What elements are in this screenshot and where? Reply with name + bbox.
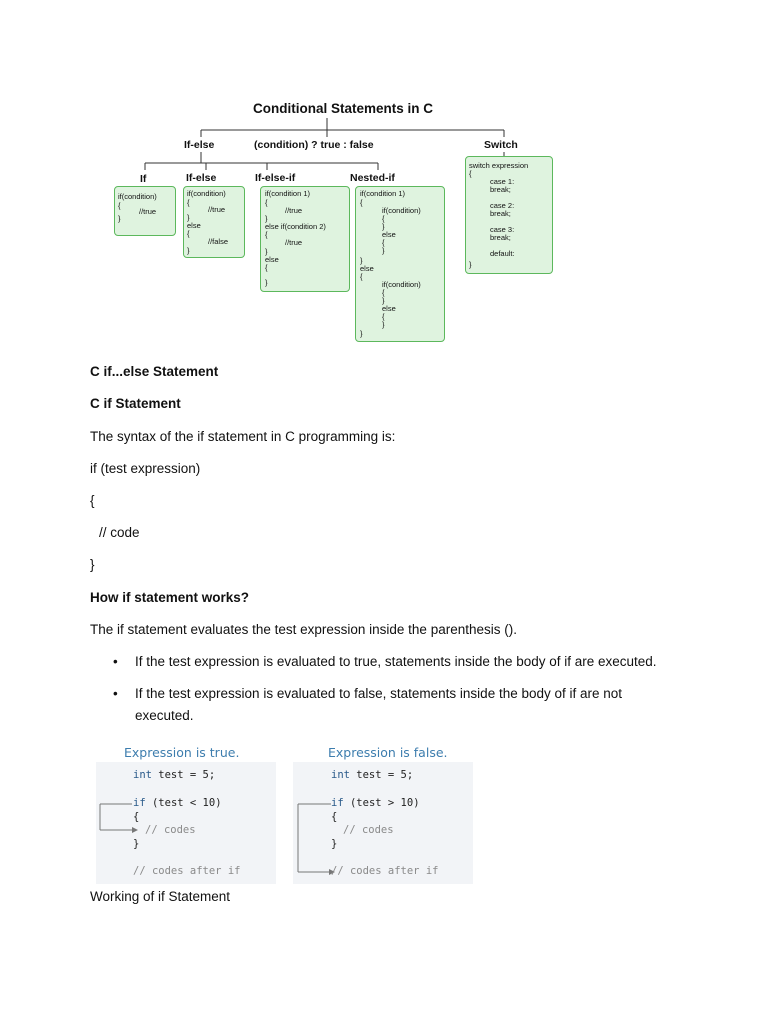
code-line: else: [187, 221, 201, 230]
decl-text: test = 5;: [151, 769, 216, 781]
code-line: }: [469, 260, 472, 269]
switch-syntax-box: [465, 156, 553, 274]
heading-if-statement: C if Statement: [90, 396, 181, 411]
figure-expression-false: [293, 762, 473, 884]
code-line: }: [382, 320, 385, 329]
code-line: case 2:: [490, 201, 515, 210]
code-line: {: [382, 214, 385, 223]
keyword-if: if: [133, 797, 146, 809]
if-syntax-box: [114, 186, 176, 236]
keyword-int: int: [331, 769, 350, 781]
if-else-syntax-box: [183, 186, 245, 258]
branch-ternary-label: (condition) ? true : false: [254, 139, 374, 151]
code-after-comment: // codes after if: [331, 865, 439, 877]
code-line: if(condition 1): [360, 189, 406, 198]
syntax-line-2: {: [90, 493, 95, 508]
syntax-line-3: // code: [99, 525, 140, 540]
code-line: break;: [490, 209, 511, 218]
syntax-line-1: if (test expression): [90, 461, 201, 476]
code-line: {: [265, 230, 268, 239]
code-line: switch expression: [469, 161, 529, 170]
figure-expression-true: [96, 762, 276, 884]
heading-how-if-works: How if statement works?: [90, 590, 250, 605]
code-line: else: [382, 304, 396, 313]
code-line: }: [187, 213, 190, 222]
code-line: case 3:: [490, 225, 515, 234]
code-line: case 1:: [490, 177, 515, 186]
code-line: //true: [285, 206, 303, 215]
sub-if-label: If: [140, 173, 147, 185]
heading-if-else-statement: C if...else Statement: [90, 364, 219, 379]
code-line: if(condition): [382, 280, 421, 289]
code-body-comment: // codes: [343, 824, 394, 836]
if-condition: (test > 10): [343, 797, 420, 809]
code-open-brace: {: [331, 811, 338, 823]
code-line: {: [265, 263, 268, 272]
code-line: //true: [285, 238, 303, 247]
keyword-int: int: [133, 769, 152, 781]
code-line: {: [360, 272, 363, 281]
code-line: {: [382, 312, 385, 321]
code-close-brace: }: [133, 838, 140, 850]
code-line: {: [187, 229, 190, 238]
code-line: }: [360, 329, 363, 338]
code-line: }: [382, 296, 385, 305]
figure-false-heading: Expression is false.: [328, 745, 448, 760]
keyword-if: if: [331, 797, 344, 809]
sub-if-else-if-label: If-else-if: [255, 172, 296, 184]
code-line: if(condition): [382, 206, 421, 215]
bullet-marker: •: [113, 686, 118, 701]
code-line: else if(condition 2): [265, 222, 326, 231]
nested-if-syntax-box: [355, 186, 445, 342]
code-if: [331, 797, 420, 809]
code-line: default:: [490, 249, 515, 258]
code-line: else: [360, 264, 374, 273]
code-open-brace: {: [133, 811, 140, 823]
branch-switch-label: Switch: [484, 139, 518, 151]
code-line: {: [382, 238, 385, 247]
intro-paragraph: The syntax of the if statement in C programming is:: [90, 429, 396, 444]
sub-nested-if-label: Nested-if: [350, 172, 395, 184]
code-line: {: [118, 201, 121, 210]
code-line: }: [265, 278, 268, 287]
if-condition: (test < 10): [145, 797, 222, 809]
syntax-line-4: }: [90, 557, 95, 572]
code-line: if(condition): [187, 189, 226, 198]
code-line: }: [118, 214, 121, 223]
diagram-title: Conditional Statements in C: [252, 101, 433, 116]
code-line: break;: [490, 185, 511, 194]
figure-true-heading: Expression is true.: [124, 745, 240, 760]
code-line: break;: [490, 233, 511, 242]
branch-if-else-label: If-else: [184, 139, 215, 151]
code-after-comment: // codes after if: [133, 865, 241, 877]
code-line: }: [382, 246, 385, 255]
bullet-item-false: If the test expression is evaluated to false, statements inside the body of if are not executed.: [135, 686, 623, 723]
code-line: }: [265, 247, 268, 256]
code-line: }: [265, 214, 268, 223]
decl-text: test = 5;: [349, 769, 414, 781]
conditional-statements-diagram: [108, 96, 578, 346]
code-line: else: [382, 230, 396, 239]
code-close-brace: }: [331, 838, 338, 850]
code-line: }: [360, 256, 363, 265]
code-line: }: [187, 246, 190, 255]
code-line: //true: [139, 207, 157, 216]
code-line: {: [469, 169, 472, 178]
code-line: {: [360, 198, 363, 207]
figure-caption: Working of if Statement: [90, 889, 231, 904]
code-line: //true: [208, 205, 226, 214]
code-line: if(condition 1): [265, 189, 311, 198]
sub-if-else-label: If-else: [186, 172, 217, 184]
code-decl: [331, 769, 413, 781]
if-else-if-syntax-box: [260, 186, 350, 292]
bullet-item-true: If the test expression is evaluated to true, statements inside the body of if are executed.: [135, 654, 657, 669]
code-line: {: [382, 288, 385, 297]
code-body-comment: // codes: [145, 824, 196, 836]
code-if: [133, 797, 222, 809]
code-line: {: [265, 198, 268, 207]
code-line: //false: [208, 237, 229, 246]
code-line: else: [265, 255, 279, 264]
code-line: }: [382, 222, 385, 231]
code-line: {: [187, 198, 190, 207]
bullet-marker: •: [113, 654, 118, 669]
code-decl: [133, 769, 215, 781]
how-paragraph: The if statement evaluates the test expression inside the parenthesis ().: [90, 622, 517, 637]
code-line: if(condition): [118, 192, 157, 201]
